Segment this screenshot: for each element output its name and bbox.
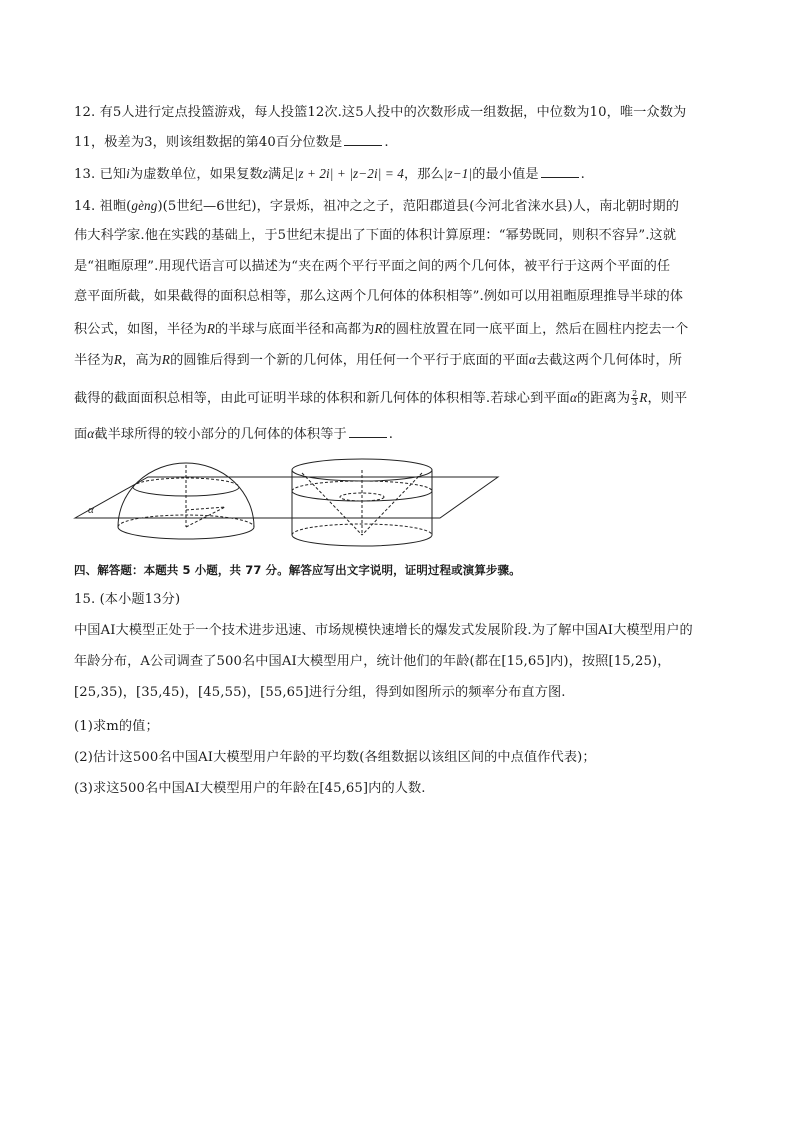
fraction: [631, 390, 638, 407]
answer-blank: [344, 133, 382, 146]
q13-mid4: 的最小值是: [472, 167, 539, 182]
q14-R5: R: [639, 390, 648, 405]
q14-line5b: 的半球与底面半径和高都为: [215, 322, 375, 337]
q14-line5: [74, 320, 688, 339]
q15-part3: (3)求这500名中国AI大模型用户的年龄在[45,65]内的人数.: [74, 781, 426, 796]
q14-line7b: 的距离为: [576, 391, 631, 406]
q13-line: [74, 165, 585, 184]
q13-mid1: 为虚数单位，如果复数: [129, 167, 263, 182]
q14-alpha2: α: [569, 390, 577, 405]
q13-i: i: [126, 166, 130, 181]
q14-end: .: [388, 427, 394, 442]
q13-expr: |z + 2i| + |z−2i| = 4: [294, 166, 404, 181]
cylinder-bottom-front: [292, 535, 432, 546]
q15-title: 15. (本小题13分): [74, 592, 181, 607]
q14-alpha3: α: [87, 426, 95, 441]
q14-line7a: 截得的截面面积总相等，由此可证明半球的体积和新几何体的体积相等.若球心到平面: [74, 391, 570, 406]
q15-line2: 年龄分布，A公司调查了500名中国AI大模型用户，统计他们的年龄(都在[15,65]内)，按照[15,25)，: [74, 654, 671, 669]
q14-line8b: 截半球所得的较小部分的几何体的体积等于: [94, 427, 347, 442]
q14-R1: R: [206, 321, 216, 336]
q14-line8: [74, 425, 393, 444]
q15-part2: (2)估计这500名中国AI大模型用户年龄的平均数(各组数据以该组区间的中点值作代表)；: [74, 750, 596, 765]
q14-line6a: 半径为: [74, 353, 114, 368]
answer-blank: [349, 425, 387, 438]
q14-line2: 伟大科学家.他在实践的基础上，于5世纪末提出了下面的体积计算原理：“幂势既同，则积不容异”.这就: [74, 228, 677, 243]
q14-line5c: 的圆柱放置在同一底平面上，然后在圆柱内挖去一个: [382, 322, 689, 337]
q14-line6: [74, 351, 682, 370]
hemisphere-base-front: [118, 527, 254, 539]
q12-line2-text: 11，极差为3，则该组数据的第40百分位数是: [74, 135, 343, 150]
q14-line6b: ，高为: [122, 353, 162, 368]
q14-R4: R: [161, 352, 171, 367]
q15-line1: 中国AI大模型正处于一个技术进步迅速、市场规模快速增长的爆发式发展阶段.为了解中国AI大模型用户的: [74, 623, 693, 638]
q14-line7: [74, 389, 687, 408]
q13-expr2: |z−1|: [443, 166, 473, 181]
q13-mid3: ，那么: [403, 167, 444, 182]
q14-line3: 是“祖暅原理”.用现代语言可以描述为“夹在两个平行平面之间的两个几何体，被平行于这两个平面的任: [74, 259, 671, 274]
q15-part1: (1)求m的值；: [74, 719, 159, 734]
q14-line1b: )(5世纪—6世纪)，字景烁，祖冲之之子，范阳郡道县(今河北省涞水县)人，南北朝时期的: [157, 199, 679, 214]
frac-num: 2: [632, 389, 638, 398]
q13-prefix: 13. 已知: [74, 167, 127, 182]
answer-blank: [541, 165, 579, 178]
q14-line8a: 面: [74, 427, 88, 442]
q12-line1: 12. 有5人进行定点投篮游戏，每人投篮12次.这5人投中的次数形成一组数据，中位数为10，唯一众数为: [74, 105, 687, 120]
q14-line6d: 去截这两个几何体时，所: [535, 353, 683, 368]
q13-end: .: [580, 167, 585, 182]
plane-alpha-label: α: [88, 504, 94, 516]
hemisphere-cylinder-figure: [60, 455, 510, 555]
section-heading: 四、解答题：本题共 5 小题，共 77 分。解答应写出文字说明，证明过程或演算步骤。: [74, 563, 521, 577]
q14-line4: 意平面所截，如果截得的面积总相等，那么这两个几何体的体积相等”.例如可以用祖暅原理推导半球的体: [74, 289, 684, 304]
q14-line7c: ，则平: [647, 391, 688, 406]
q14-line1: [74, 197, 679, 216]
q12-line2: [74, 133, 389, 152]
q14-line6c: 的圆锥后得到一个新的几何体，用任何一个平行于底面的平面: [170, 353, 529, 368]
q14-line5a: 积公式，如图，半径为: [74, 322, 207, 337]
q12-end: .: [384, 135, 389, 150]
q15-line3: [25,35)，[35,45)，[45,55)，[55,65]进行分组，得到如图所示的频率分布直方图.: [74, 685, 566, 700]
q13-mid2: 满足: [268, 167, 295, 182]
q14-R3: R: [113, 352, 123, 367]
frac-den: 3: [632, 398, 638, 407]
q14-line1a: 14. 祖暅(: [74, 199, 132, 214]
q13-z: z: [262, 166, 269, 181]
q14-R2: R: [374, 321, 383, 336]
q14-pinyin: gèng: [131, 198, 158, 213]
q14-alpha1: α: [528, 352, 536, 367]
